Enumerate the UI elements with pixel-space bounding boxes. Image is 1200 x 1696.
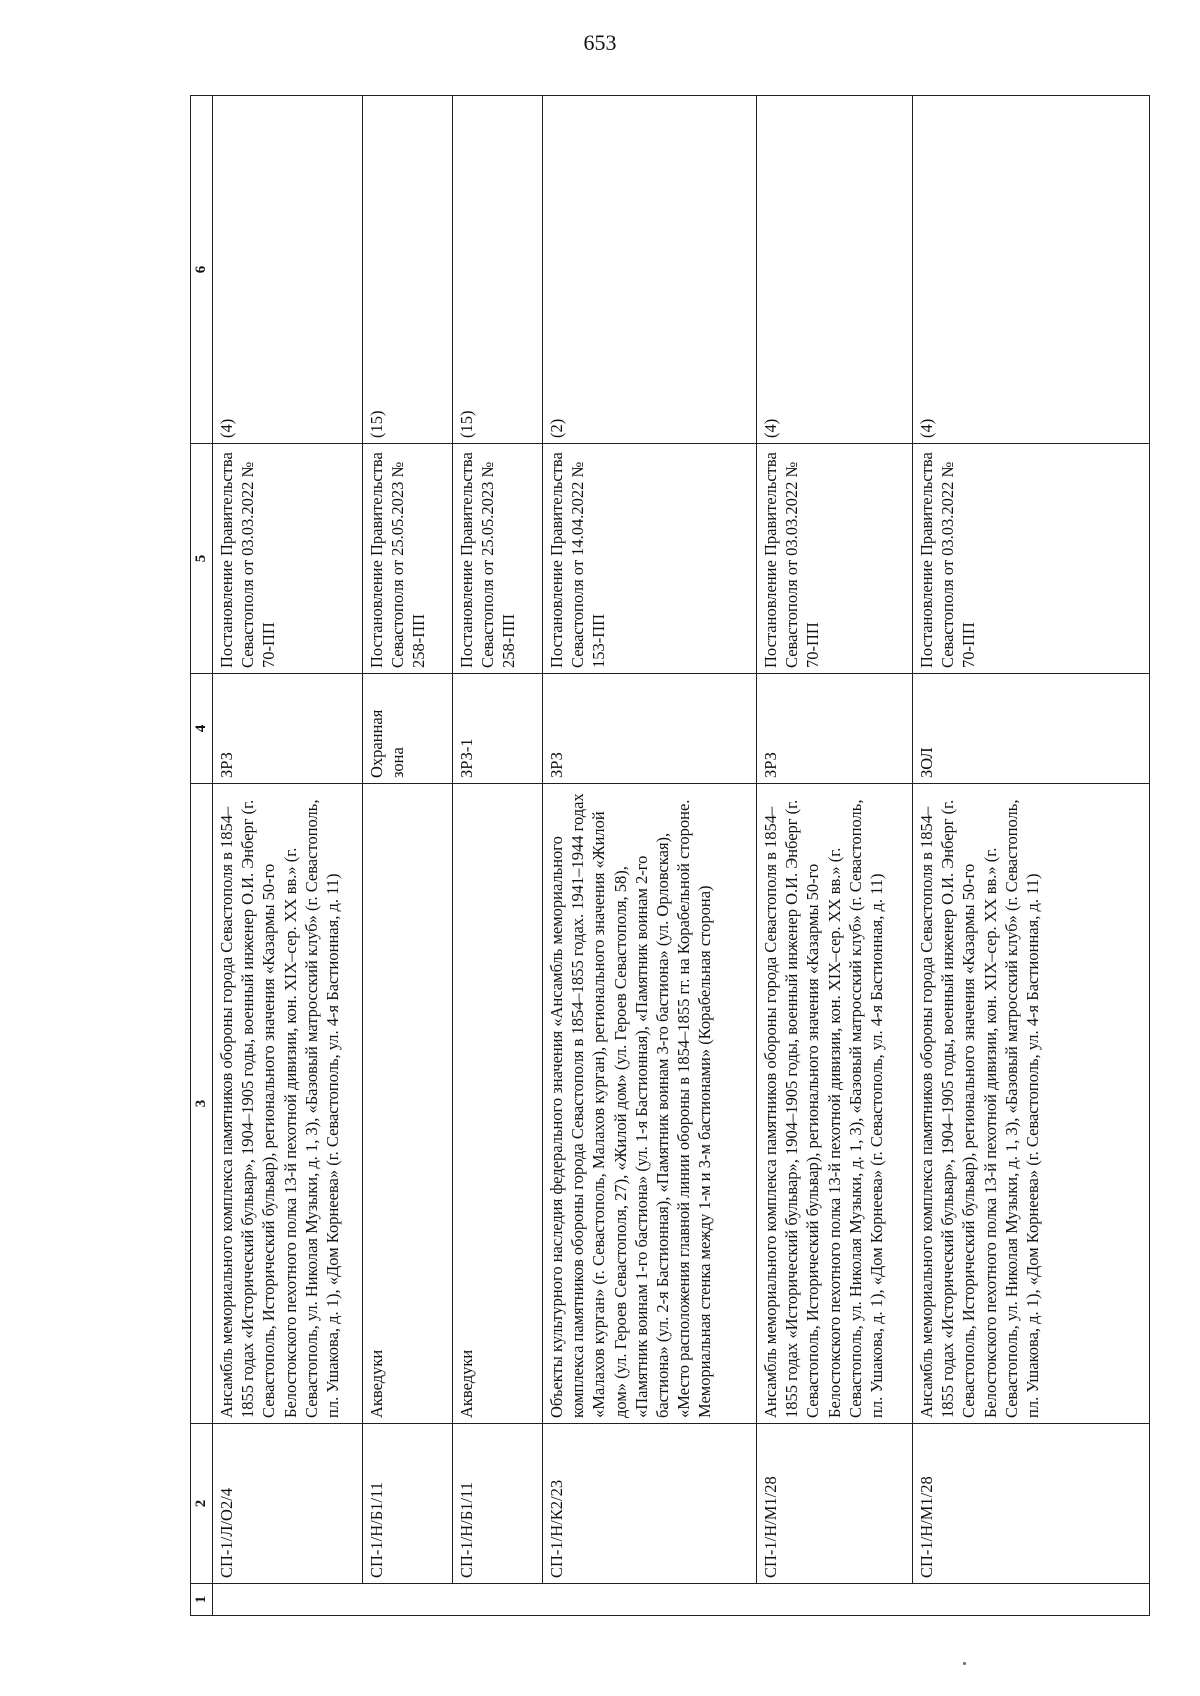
empty-column-1 [213,1584,1150,1616]
row-ref: (4) [913,96,1150,444]
row-object-name: Объекты культурного наследия федерального значения «Ансамбль мемориального комплекса памятников обороны города Севастополя в 1854–1855 годах. 1941–1944 годах «Малахов курган» (г. Севастополь, Малахов курган), регионального значения «Жилой дом» (ул. Героев Севастополя, 27), «Жилой дом» (ул. Героев Севастополя, 58), «Памятник воинам 1-го бастиона» (ул. 1-я Бастионная), «Памятник воинам 2-го бастиона» (ул. 2-я Бастионная), «Памятник воинам 3-го бастиона» (ул. Орловская), «Место расположения главной линии обороны в 1854–1855 гг. на Корабельной стороне. Мемориальная стенка между 1-м и 3-м бастионами» (Корабельная сторона) [543,784,757,1424]
row-code: СП-1/Н/Б1/11 [363,1424,453,1584]
table-row [757,96,913,1616]
row-ref: (4) [757,96,913,444]
row-document: Постановление Правительства Севастополя от 25.05.2023 № 258-ПП [363,444,453,674]
column-header-6: 6 [191,96,213,444]
row-code: СП-1/Н/М1/28 [757,1424,913,1584]
row-document: Постановление Правительства Севастополя от 25.05.2023 № 258-ПП [453,444,543,674]
page-number: 653 [583,30,617,55]
table-header-row [191,96,213,1616]
row-ref: (2) [543,96,757,444]
table-row [213,96,363,1616]
row-zone: ЗРЗ [543,674,757,784]
row-zone: ЗРЗ [757,674,913,784]
row-object-name: Ансамбль мемориального комплекса памятников обороны города Севастополя в 1854–1855 годах «Исторический бульвар», 1904–1905 годы, военный инженер О.И. Энберг (г. Севастополь, Исторический бульвар), регионального значения «Казармы 50-го Белостокского пехотного полка 13-й пехотной дивизии, кон. XIX–сер. XX вв.» (г. Севастополь, ул. Николая Музыки, д. 1, 3), «Базовый матросский клуб» (г. Севастополь, пл. Ушакова, д. 1), «Дом Корнеева» (г. Севастополь, ул. 4-я Бастионная, д. 11) [213,784,363,1424]
row-code: СП-1/Л/О2/4 [213,1424,363,1584]
row-zone: ЗРЗ [213,674,363,784]
row-zone: Охранная зона [363,674,453,784]
row-code: СП-1/Н/М1/28 [913,1424,1150,1584]
table-row [913,96,1150,1616]
column-header-3: 3 [191,784,213,1424]
column-header-2: 2 [191,1424,213,1584]
table-row [543,96,757,1616]
row-zone: ЗОЛ [913,674,1150,784]
row-code: СП-1/Н/Б1/11 [453,1424,543,1584]
row-document: Постановление Правительства Севастополя от 14.04.2022 № 153-ПП [543,444,757,674]
row-object-name: Ансамбль мемориального комплекса памятников обороны города Севастополя в 1854–1855 годах «Исторический бульвар», 1904–1905 годы, военный инженер О.И. Энберг (г. Севастополь, Исторический бульвар), регионального значения «Казармы 50-го Белостокского пехотного полка 13-й пехотной дивизии, кон. XIX–сер. XX вв.» (г. Севастополь, ул. Николая Музыки, д. 1, 3), «Базовый матросский клуб» (г. Севастополь, пл. Ушакова, д. 1), «Дом Корнеева» (г. Севастополь, ул. 4-я Бастионная, д. 11) [913,784,1150,1424]
column-header-4: 4 [191,674,213,784]
row-zone: ЗРЗ-1 [453,674,543,784]
column-header-5: 5 [191,444,213,674]
row-document: Постановление Правительства Севастополя от 03.03.2022 № 70-ПП [757,444,913,674]
row-document: Постановление Правительства Севастополя от 03.03.2022 № 70-ПП [913,444,1150,674]
column-header-1: 1 [191,1584,213,1616]
row-code: СП-1/Н/К2/23 [543,1424,757,1584]
row-object-name: Акведуки [453,784,543,1424]
table-row [363,96,453,1616]
rotated-table-container [190,96,1150,1616]
row-ref: (4) [213,96,363,444]
row-object-name: Ансамбль мемориального комплекса памятников обороны города Севастополя в 1854–1855 годах «Исторический бульвар», 1904–1905 годы, военный инженер О.И. Энберг (г. Севастополь, Исторический бульвар), регионального значения «Казармы 50-го Белостокского пехотного полка 13-й пехотной дивизии, кон. XIX–сер. XX вв.» (г. Севастополь, ул. Николая Музыки, д. 1, 3), «Базовый матросский клуб» (г. Севастополь, пл. Ушакова, д. 1), «Дом Корнеева» (г. Севастополь, ул. 4-я Бастионная, д. 11) [757,784,913,1424]
row-object-name: Акведуки [363,784,453,1424]
table-row [453,96,543,1616]
row-ref: (15) [363,96,453,444]
heritage-zones-table [190,95,1150,1616]
scan-speck [963,1662,966,1665]
row-ref: (15) [453,96,543,444]
row-document: Постановление Правительства Севастополя от 03.03.2022 № 70-ПП [213,444,363,674]
